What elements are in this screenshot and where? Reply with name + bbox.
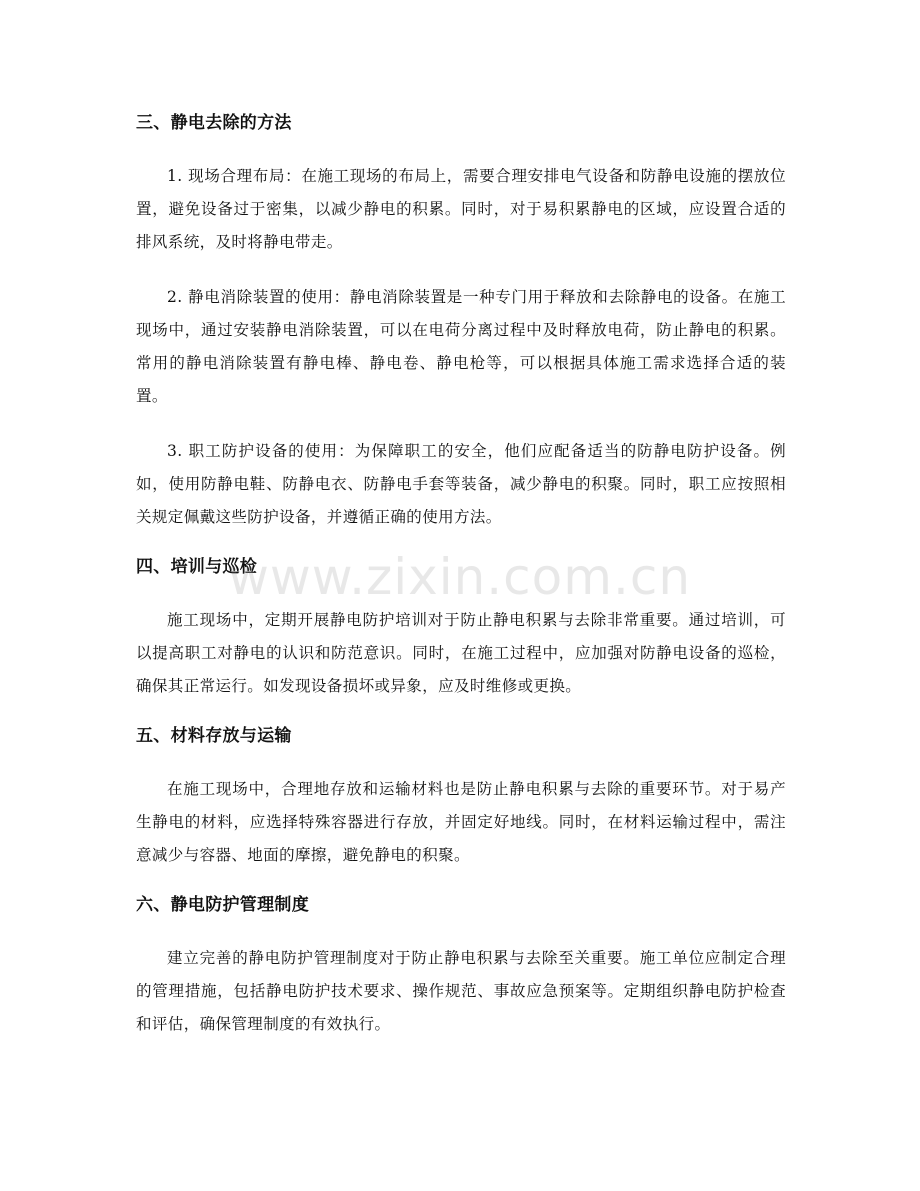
section-3-paragraph-2: 2. 静电消除装置的使用：静电消除装置是一种专门用于释放和去除静电的设备。在施工现场中，通过安装静电消除装置，可以在电荷分离过程中及时释放电荷，防止静电的积累。常用的静电消除装置有静电棒、静电卷、静电枪等，可以根据具体施工需求选择合适的装置。 [136,288,786,405]
section-heading-3: 三、静电去除的方法 [136,113,292,133]
section-heading-6: 六、静电防护管理制度 [136,895,309,915]
section-3-paragraph-3: 3. 职工防护设备的使用：为保障职工的安全，他们应配备适当的防静电防护设备。例如，使用防静电鞋、防静电衣、防静电手套等装备，减少静电的积聚。同时，职工应按照相关规定佩戴这些防护设备，并遵循正确的使用方法。 [136,442,786,526]
section-6-paragraph-1: 建立完善的静电防护管理制度对于防止静电积累与去除至关重要。施工单位应制定合理的管理措施，包括静电防护技术要求、操作规范、事故应急预案等。定期组织静电防护检查和评估，确保管理制度的有效执行。 [136,949,786,1033]
section-4-paragraph-1: 施工现场中，定期开展静电防护培训对于防止静电积累与去除非常重要。通过培训，可以提高职工对静电的认识和防范意识。同时，在施工过程中，应加强对防静电设备的巡检，确保其正常运行。如发现设备损坏或异象，应及时维修或更换。 [136,611,786,695]
document-page [136,100,786,1041]
section-5-paragraph-1: 在施工现场中，合理地存放和运输材料也是防止静电积累与去除的重要环节。对于易产生静电的材料，应选择特殊容器进行存放，并固定好地线。同时，在材料运输过程中，需注意减少与容器、地面的摩擦，避免静电的积聚。 [136,780,786,864]
watermark: www.zixin.com.cn [228,548,692,606]
section-heading-5: 五、材料存放与运输 [136,726,292,746]
section-heading-4: 四、培训与巡检 [136,557,258,577]
section-3-paragraph-1: 1. 现场合理布局：在施工现场的布局上，需要合理安排电气设备和防静电设施的摆放位置，避免设备过于密集，以减少静电的积累。同时，对于易积累静电的区域，应设置合适的排风系统，及时将静电带走。 [136,167,786,251]
